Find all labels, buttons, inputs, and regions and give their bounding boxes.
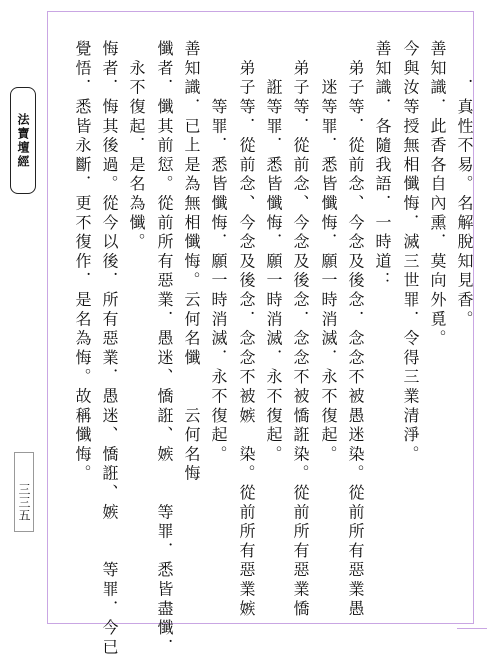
text-column: 覺悟．悉皆永斷．更不復作．是名為悔。故稱懺悔。 [73,40,92,484]
text-column: 善知識．此香各自內熏．莫向外覓。 [428,40,447,349]
text-column: 迷等罪．悉皆懺悔．願一時消滅．永不復起。 [319,40,338,465]
text-column: 等罪．悉皆懺悔．願一時消滅．永不復起。 [209,40,228,465]
book-title-tab [10,87,36,194]
text-column: 懺者．懺其前愆。從前所有惡業．愚迷、憍誑、嫉 等罪．悉皆盡懺． [155,40,174,658]
page-number: 三三五 [17,483,31,522]
text-column: 弟子等．從前念、今念及後念．念念不被憍誑染。從前所有惡業憍 [291,40,310,619]
text-column: 悔者．悔其後過。從今以後．所有惡業．愚迷、憍誑、嫉 等罪．今已 [100,40,119,658]
scripture-text [60,40,474,658]
text-column: 善知識．各隨我語．一時道： [373,40,392,291]
text-column: 弟子等．從前念、今念及後念．念念不被愚迷染。從前所有惡業愚 [346,40,365,619]
text-column: 誑等罪．悉皆懺悔．願一時消滅．永不復起。 [264,40,283,465]
text-column: 永不復起．是名為懺。 [127,40,146,253]
page-number-box [14,452,34,532]
text-column: 今與汝等授無相懺悔．滅三世罪．令得三業清淨。 [401,40,420,465]
page-number-rule [14,531,34,532]
text-column: 弟子等．從前念、今念及後念．念念不被嫉 染。從前所有惡業嫉 [237,40,256,619]
text-column: 善知識．已上是為無相懺悔。云何名懺 云何名悔 [182,40,201,484]
text-column: ．真性不易。名解脫知見香。 [455,40,474,330]
book-title: 法寶壇經 [16,112,30,169]
